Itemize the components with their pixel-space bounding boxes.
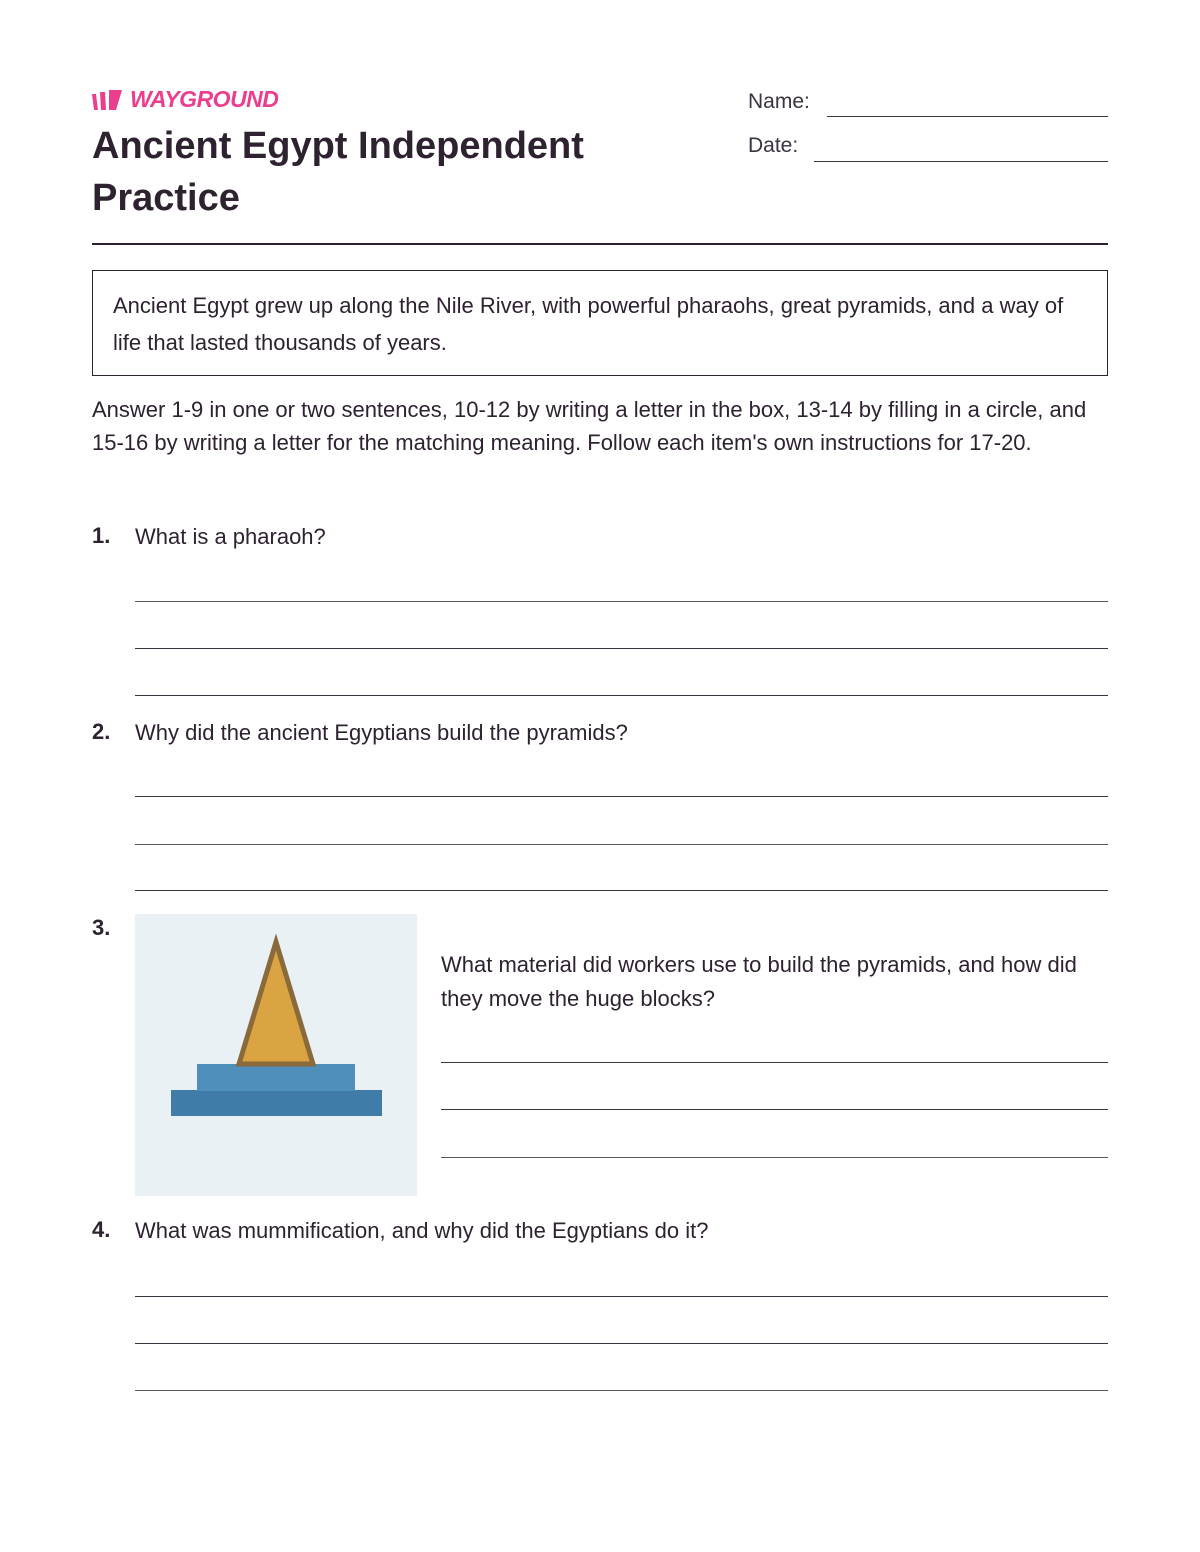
question-number: 2. [92, 719, 111, 744]
brand-logo [92, 86, 278, 113]
answer-line[interactable] [441, 1157, 1108, 1158]
question-number: 3. [92, 915, 111, 940]
answer-line[interactable] [135, 890, 1108, 891]
answer-line[interactable] [135, 844, 1108, 845]
pyramid-illustration [135, 914, 417, 1196]
answer-line[interactable] [135, 1390, 1108, 1391]
answer-line[interactable] [441, 1062, 1108, 1063]
pyramid-base-top [197, 1064, 355, 1091]
answer-line[interactable] [135, 796, 1108, 797]
answer-line[interactable] [135, 1343, 1108, 1344]
brand-name: WAYGROUND [130, 86, 279, 112]
name-label: Name: [748, 90, 810, 113]
date-field[interactable] [814, 161, 1108, 162]
name-field[interactable] [827, 116, 1108, 117]
answer-line[interactable] [135, 601, 1108, 602]
header-divider [92, 243, 1108, 245]
question-text: What material did workers use to build the pyramids, and how did they move the huge blocks? [441, 952, 1077, 1011]
instructions-text: Answer 1-9 in one or two sentences, 10-12 by writing a letter in the box, 13-14 by filling in a circle, and 15-16 by writing a letter for the matching meaning. Follow each item's own instructions for 17-20. [92, 397, 1087, 455]
answer-line[interactable] [135, 648, 1108, 649]
pyramid-icon [135, 914, 417, 1196]
question-number: 4. [92, 1217, 111, 1242]
question-number: 1. [92, 523, 111, 548]
date-label: Date: [748, 134, 799, 157]
question-text: What is a pharaoh? [135, 524, 326, 549]
wayground-logo-icon [92, 88, 124, 112]
question-text: What was mummification, and why did the Egyptians do it? [135, 1218, 709, 1243]
answer-line[interactable] [135, 695, 1108, 696]
intro-text: Ancient Egypt grew up along the Nile River, with powerful pharaohs, great pyramids, and a way of life that lasted thousands of years. [113, 293, 1064, 355]
pyramid-shape [239, 942, 313, 1064]
intro-box [92, 270, 1108, 376]
pyramid-base-bottom [171, 1090, 382, 1116]
page-title: Ancient Egypt Independent Practice [92, 125, 584, 219]
question-text: Why did the ancient Egyptians build the pyramids? [135, 720, 628, 745]
answer-line[interactable] [135, 1296, 1108, 1297]
answer-line[interactable] [441, 1109, 1108, 1110]
